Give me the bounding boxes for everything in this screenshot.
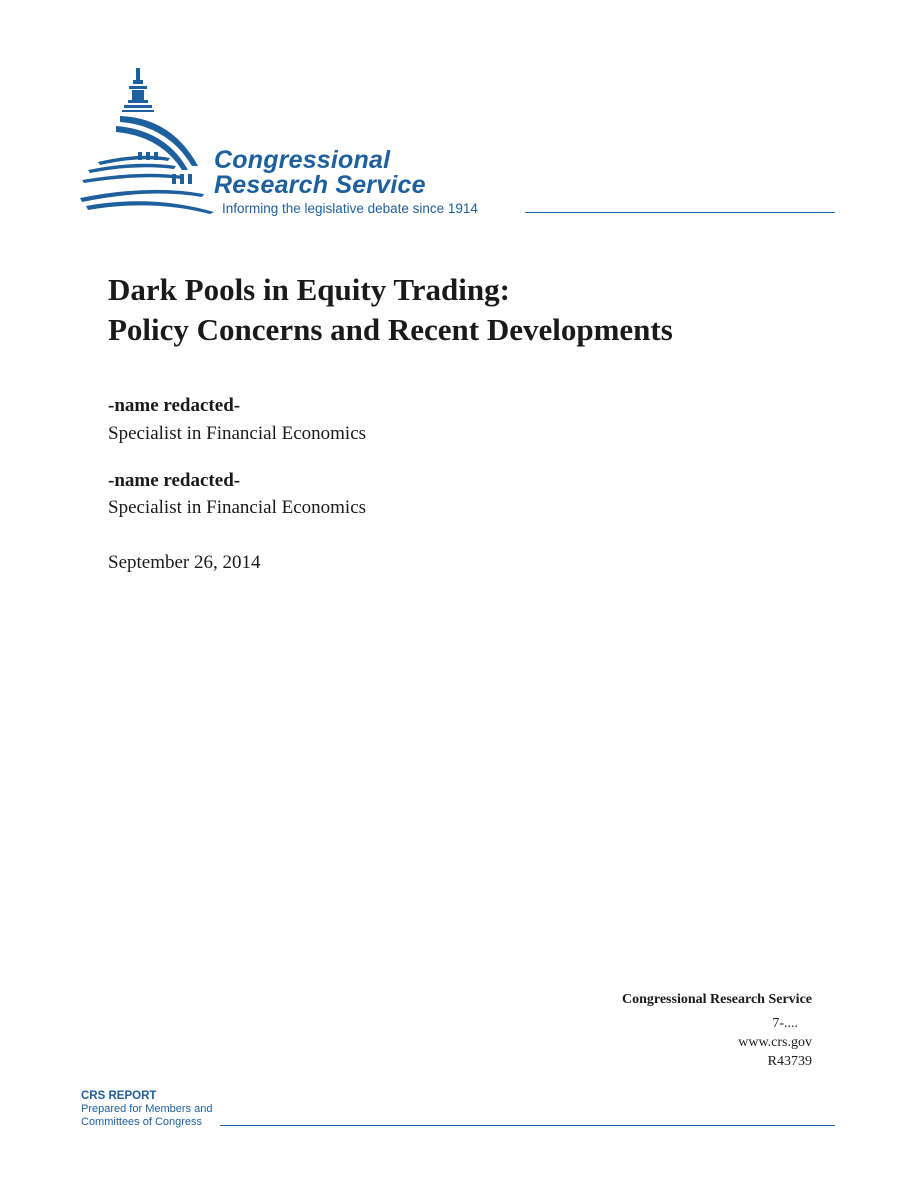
footer-org: Congressional Research Service	[621, 992, 812, 1007]
header-divider	[525, 212, 835, 213]
org-name-line2: Research Service	[214, 171, 426, 199]
footer-contact	[512, 990, 812, 1071]
crs-report-line-1: Prepared for Members and	[81, 1103, 213, 1115]
crs-report-heading: CRS REPORT	[81, 1090, 157, 1102]
org-name-line1: Congressional	[214, 146, 391, 174]
author-2-name: -name redacted-	[108, 470, 241, 491]
footer-divider	[220, 1125, 835, 1126]
author-1-name: -name redacted-	[108, 395, 241, 416]
publication-date: September 26, 2014	[108, 552, 261, 573]
crs-report-label	[81, 1090, 212, 1129]
title-line-2: Policy Concerns and Recent Developments	[108, 312, 673, 347]
org-tagline: Informing the legislative debate since 1914	[222, 201, 478, 216]
crs-report-line-2: Committees of Congress	[81, 1116, 203, 1128]
author-1-role: Specialist in Financial Economics	[108, 423, 367, 444]
title-line-1: Dark Pools in Equity Trading:	[108, 272, 510, 307]
report-number: R43739	[767, 1054, 812, 1069]
author-2-role: Specialist in Financial Economics	[108, 497, 367, 518]
document-title	[108, 270, 828, 350]
footer-phone: 7-....	[772, 1016, 798, 1031]
footer-website[interactable]: www.crs.gov	[738, 1035, 812, 1050]
